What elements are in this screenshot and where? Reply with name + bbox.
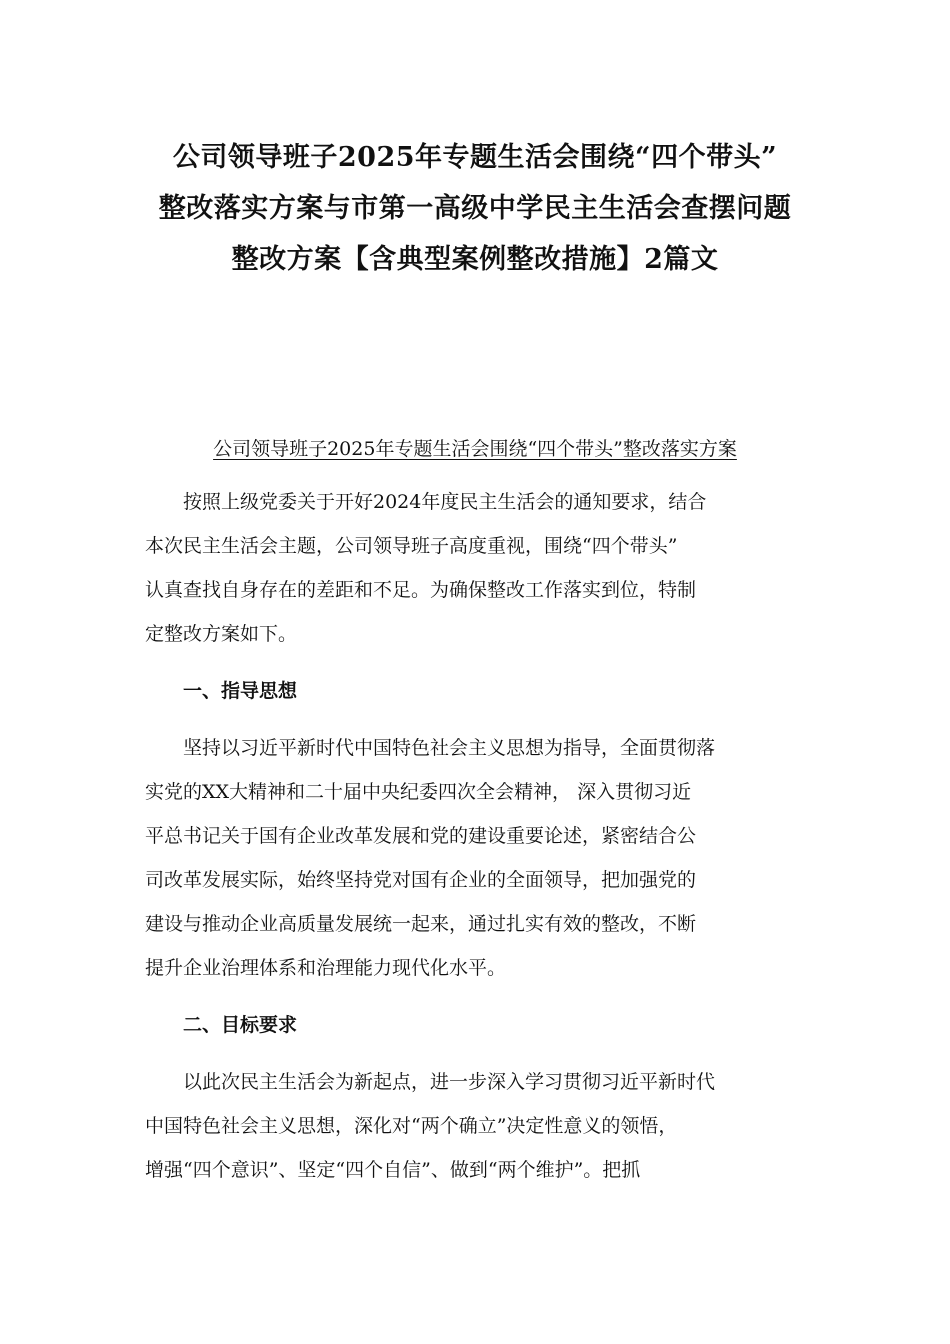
title-line-2: 整改落实方案与市第一高级中学民主生活会查摆问题: [158, 193, 792, 224]
intro-paragraph: [145, 480, 807, 656]
section-title: 公司领导班子2025年专题生活会围绕“四个带头”整改落实方案: [213, 438, 737, 460]
paragraph-line: 实党的XX大精神和二十届中央纪委四次全会精神， 深入贯彻习近: [145, 781, 692, 803]
document-body: [145, 480, 807, 1192]
paragraph-line: 司改革发展实际，始终坚持党对国有企业的全面领导，把加强党的: [145, 869, 697, 891]
paragraph-line: 以此次民主生活会为新起点，进一步深入学习贯彻习近平新时代: [183, 1071, 716, 1093]
intro-line: 按照上级党委关于开好2024年度民主生活会的通知要求，结合: [183, 491, 707, 513]
paragraph-line: 平总书记关于国有企业改革发展和党的建设重要论述，紧密结合公: [145, 825, 697, 847]
paragraph-line: 提升企业治理体系和治理能力现代化水平。: [145, 957, 507, 979]
intro-line: 认真查找自身存在的差距和不足。为确保整改工作落实到位，特制: [145, 579, 697, 601]
paragraph-line: 建设与推动企业高质量发展统一起来，通过扎实有效的整改，不断: [145, 913, 697, 935]
paragraph-line: 中国特色社会主义思想，深化对“两个确立”决定性意义的领悟，: [145, 1115, 678, 1137]
paragraph-line: 坚持以习近平新时代中国特色社会主义思想为指导，全面贯彻落: [183, 737, 716, 759]
document-title: [110, 132, 840, 285]
intro-line: 定整改方案如下。: [145, 623, 298, 645]
title-line-1: 公司领导班子2025年专题生活会围绕“四个带头”: [172, 142, 778, 173]
goals-paragraph: [145, 1060, 807, 1192]
paragraph-line: 增强“四个意识”、坚定“四个自信”、做到“两个维护”。把抓: [145, 1159, 641, 1181]
heading-guiding-thought: 一、指导思想: [183, 680, 298, 702]
intro-line: 本次民主生活会主题，公司领导班子高度重视，围绕“四个带头”: [145, 535, 678, 557]
heading-goals: 二、目标要求: [183, 1014, 298, 1036]
title-line-3: 整改方案【含典型案例整改措施】2篇文: [231, 244, 719, 275]
guiding-thought-paragraph: [145, 726, 807, 990]
